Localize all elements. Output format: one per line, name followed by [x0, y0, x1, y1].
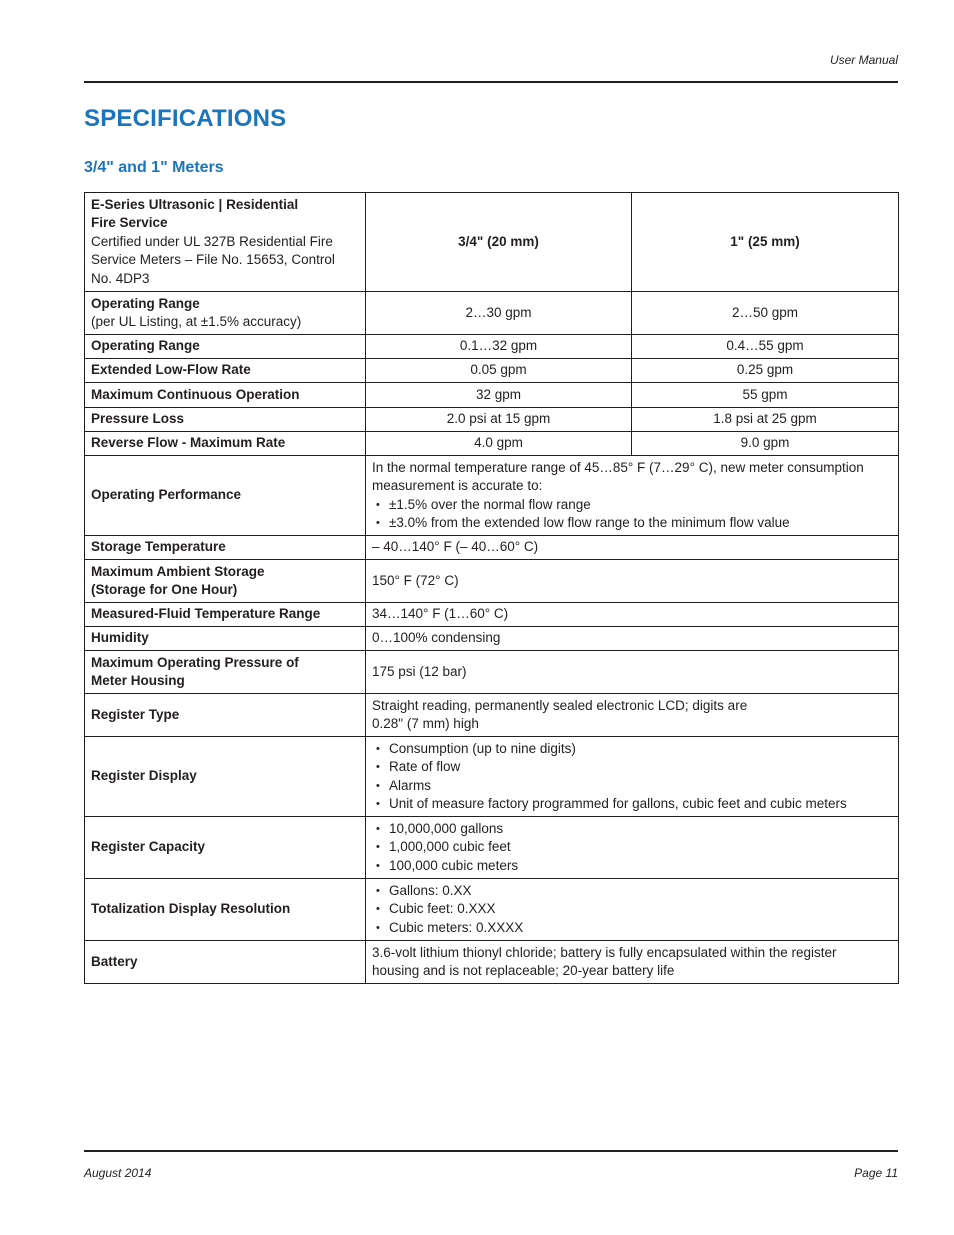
row-value: 34…140° F (1…60° C): [366, 603, 899, 627]
value-3-4-inch: 0.1…32 gpm: [366, 335, 632, 359]
row-label: Operating Range: [85, 335, 366, 359]
table-row: [85, 359, 899, 383]
row-label: [85, 651, 366, 694]
totalization-list: [372, 882, 892, 938]
row-label: Pressure Loss: [85, 408, 366, 432]
value-3-4-inch: 0.05 gpm: [366, 359, 632, 383]
value-3-4-inch: 2…30 gpm: [366, 292, 632, 335]
table-row: [85, 408, 899, 432]
header-cell-3-4-inch: 3/4" (20 mm): [366, 193, 632, 292]
value-1-inch: 0.25 gpm: [632, 359, 899, 383]
row-label: Register Display: [85, 737, 366, 817]
row-label: Storage Temperature: [85, 536, 366, 560]
row-label-line2: (Storage for One Hour): [91, 582, 238, 597]
product-title-line1: E-Series Ultrasonic | Residential: [91, 196, 299, 212]
header-cell-1-inch: 1" (25 mm): [632, 193, 899, 292]
page-number: Page 11: [854, 1166, 898, 1180]
list-item: • 10,000,000 gallons: [372, 820, 892, 839]
register-display-list: [372, 740, 892, 814]
value-1-inch: 0.4…55 gpm: [632, 335, 899, 359]
row-label: Humidity: [85, 627, 366, 651]
table-row: [85, 560, 899, 603]
product-title-line2: Fire Service: [91, 215, 168, 231]
row-label: Extended Low-Flow Rate: [85, 359, 366, 383]
list-item: • ±3.0% from the extended low flow range to the minimum flow value: [372, 514, 892, 533]
battery-line1: 3.6-volt lithium thionyl chloride; battery is fully encapsulated within the register: [372, 944, 837, 960]
list-item: • 100,000 cubic meters: [372, 857, 892, 876]
row-label-line1: Maximum Operating Pressure of: [91, 654, 299, 670]
value-3-4-inch: 32 gpm: [366, 383, 632, 408]
row-label: Reverse Flow - Maximum Rate: [85, 432, 366, 456]
row-label-text: Operating Range: [91, 295, 200, 311]
list-item: • Unit of measure factory programmed for gallons, cubic feet and cubic meters: [372, 795, 892, 814]
row-label-line1: Maximum Ambient Storage: [91, 563, 265, 579]
row-label: Battery: [85, 941, 366, 984]
row-value: [366, 456, 899, 536]
certification-text: Certified under UL 327B Residential Fire Service Meters – File No. 15653, Control No. 4DP3: [91, 233, 335, 286]
table-row: [85, 879, 899, 941]
register-capacity-list: [372, 820, 892, 876]
value-3-4-inch: 4.0 gpm: [366, 432, 632, 456]
footer-divider: [84, 1150, 898, 1152]
row-value: [366, 941, 899, 984]
manual-label: User Manual: [829, 53, 898, 67]
row-value: [366, 879, 899, 941]
list-item: • Cubic feet: 0.XXX: [372, 900, 892, 919]
list-item: • Consumption (up to nine digits): [372, 740, 892, 759]
header-cell-product: [85, 193, 366, 292]
table-row: [85, 737, 899, 817]
value-1-inch: 9.0 gpm: [632, 432, 899, 456]
row-value: [366, 694, 899, 737]
row-value: 150° F (72° C): [366, 560, 899, 603]
value-1-inch: 2…50 gpm: [632, 292, 899, 335]
performance-text: In the normal temperature range of 45…85° F (7…29° C), new meter consumption measurement is accurate to:: [372, 459, 864, 493]
list-item: • 1,000,000 cubic feet: [372, 838, 892, 857]
list-item: • Gallons: 0.XX: [372, 882, 892, 901]
value-1-inch: 55 gpm: [632, 383, 899, 408]
table-row: [85, 432, 899, 456]
row-label-note: (per UL Listing, at ±1.5% accuracy): [91, 314, 302, 329]
table-row: [85, 536, 899, 560]
table-row: [85, 335, 899, 359]
list-item: • Rate of flow: [372, 758, 892, 777]
performance-list: [372, 496, 892, 533]
row-label: Measured-Fluid Temperature Range: [85, 603, 366, 627]
register-type-line1: Straight reading, permanently sealed electronic LCD; digits are: [372, 697, 748, 713]
row-value: 0…100% condensing: [366, 627, 899, 651]
list-item: • Alarms: [372, 777, 892, 796]
row-label: [85, 560, 366, 603]
battery-line2: housing and is not replaceable; 20-year battery life: [372, 963, 675, 978]
page-title: SPECIFICATIONS: [84, 105, 287, 132]
table-row: [85, 292, 899, 335]
row-label: Register Capacity: [85, 817, 366, 879]
row-label: Totalization Display Resolution: [85, 879, 366, 941]
section-title: 3/4" and 1" Meters: [84, 159, 224, 176]
row-value: – 40…140° F (– 40…60° C): [366, 536, 899, 560]
row-value: 175 psi (12 bar): [366, 651, 899, 694]
footer-date: August 2014: [84, 1166, 152, 1180]
table-row: [85, 456, 899, 536]
table-row: [85, 603, 899, 627]
value-3-4-inch: 2.0 psi at 15 gpm: [366, 408, 632, 432]
table-row: [85, 383, 899, 408]
row-label: Operating Performance: [85, 456, 366, 536]
register-type-line2: 0.28" (7 mm) high: [372, 716, 479, 731]
value-1-inch: 1.8 psi at 25 gpm: [632, 408, 899, 432]
header-divider: [84, 81, 898, 83]
row-value: [366, 737, 899, 817]
table-row: [85, 694, 899, 737]
row-label: [85, 292, 366, 335]
row-label: Maximum Continuous Operation: [85, 383, 366, 408]
row-label-line2: Meter Housing: [91, 673, 185, 688]
table-row: [85, 627, 899, 651]
table-row: [85, 941, 899, 984]
list-item: • ±1.5% over the normal flow range: [372, 496, 892, 515]
table-row: [85, 817, 899, 879]
row-label: Register Type: [85, 694, 366, 737]
list-item: • Cubic meters: 0.XXXX: [372, 919, 892, 938]
spec-table: [84, 192, 899, 984]
table-row: [85, 651, 899, 694]
table-header-row: [85, 193, 899, 292]
row-value: [366, 817, 899, 879]
